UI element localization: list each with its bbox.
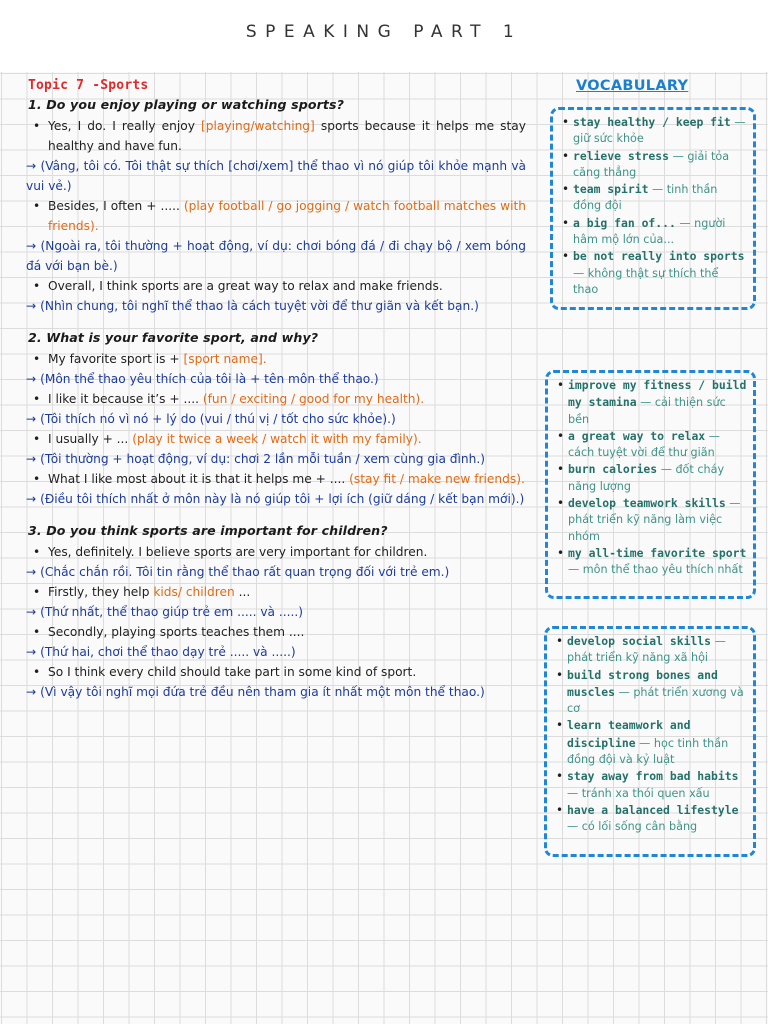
- line-text: → (Điều tôi thích nhất ở môn này là nó giúp tôi + lợi ích (giữ dáng / kết bạn mới).): [26, 492, 525, 506]
- line-text: So I think every child should take part in some kind of sport.: [48, 665, 417, 679]
- line-text: Yes, definitely. I believe sports are very important for children.: [48, 545, 428, 559]
- vocab-term: stay away from bad habits: [567, 769, 739, 784]
- answer-bullet: [26, 469, 526, 489]
- vocab-term: stay healthy / keep fit: [573, 115, 731, 129]
- answer-bullet: [26, 582, 526, 602]
- translation-line: [26, 369, 526, 389]
- vocab-list: [554, 377, 747, 579]
- line-text: Yes, I do. I really enjoy: [48, 119, 202, 133]
- vocab-item: [567, 717, 747, 768]
- vocab-term: build strong bones and muscles: [567, 667, 718, 699]
- section-lines: [26, 116, 526, 316]
- line-text: → (Vì vậy tôi nghĩ mọi đứa trẻ đều nên tham gia ít nhất một môn thể thao.): [26, 685, 485, 699]
- vocab-item: [568, 461, 747, 495]
- vocab-item: [568, 495, 747, 545]
- answer-bullet: [26, 389, 526, 409]
- vocab-item: [567, 768, 747, 802]
- vocab-item: [568, 428, 747, 462]
- answer-bullet: [26, 116, 526, 156]
- vocab-list: [559, 114, 747, 298]
- translation-line: [26, 682, 526, 702]
- vocab-meaning: — đốt cháy năng lượng: [568, 463, 725, 493]
- vocab-term: my all-time favorite sport: [568, 545, 747, 560]
- vocab-term: develop social skills: [567, 634, 712, 648]
- answer-bullet: [26, 662, 526, 682]
- line-text: Besides, I often + .....: [48, 199, 184, 213]
- fill-in-option: (fun / exciting / good for my health).: [202, 392, 425, 406]
- line-text: What I like most about it is that it helps me + ....: [48, 472, 350, 486]
- line-text: → (Chắc chắn rồi. Tôi tin rằng thể thao rất quan trọng đối với trẻ em.): [26, 565, 450, 579]
- line-text: Firstly, they help: [48, 585, 154, 599]
- vocab-meaning: — cải thiện sức bền: [568, 396, 726, 426]
- page-title: SPEAKING PART 1: [245, 22, 523, 42]
- vocab-term: team spirit: [573, 182, 649, 197]
- translation-line: [26, 296, 526, 316]
- vocab-item: [568, 545, 747, 579]
- translation-line: [26, 156, 526, 196]
- vocab-term: a big fan of...: [573, 215, 676, 230]
- vocab-item: [573, 181, 747, 215]
- translation-line: [26, 642, 526, 662]
- vocab-meaning: — học tinh thần đồng đội và kỷ luật: [567, 736, 729, 767]
- section-lines: [26, 542, 526, 702]
- line-text: → (Tôi thích nó vì nó + lý do (vui / thú vị / tốt cho sức khỏe).): [26, 412, 396, 426]
- vocab-meaning: — người hâm mộ lớn của...: [573, 216, 726, 247]
- line-text: sports because it helps me stay healthy and have fun.: [48, 119, 526, 153]
- vocab-meaning: — giải tỏa căng thẳng: [573, 149, 730, 179]
- line-text: → (Nhìn chung, tôi nghĩ thể thao là cách tuyệt vời để thư giãn và kết bạn.): [26, 299, 479, 313]
- translation-line: [26, 489, 526, 509]
- line-text: → (Tôi thường + hoạt động, ví dụ: chơi 2 lần mỗi tuần / xem cùng gia đình.): [26, 452, 485, 466]
- question-1: 1. Do you enjoy playing or watching sports?: [28, 97, 345, 112]
- question-3: 3. Do you think sports are important for children?: [28, 523, 388, 538]
- line-text: I usually + ...: [48, 432, 133, 446]
- section-2: [26, 330, 526, 509]
- fill-in-option: (stay fit / make new friends).: [349, 472, 525, 486]
- vocab-term: develop teamwork skills: [568, 496, 726, 511]
- vocab-meaning: — phát triển xương và cơ: [567, 685, 744, 716]
- section-lines: [26, 349, 526, 509]
- vocab-item: [573, 114, 747, 148]
- fill-in-option: kids/ children: [153, 585, 235, 599]
- answer-bullet: [26, 542, 526, 562]
- vocab-box-2: [545, 370, 756, 599]
- translation-line: [26, 236, 526, 276]
- section-1: [26, 97, 526, 316]
- vocabulary-heading: VOCABULARY: [576, 78, 689, 94]
- vocab-term: have a balanced lifestyle: [567, 802, 739, 817]
- vocab-box-1: [550, 107, 756, 310]
- fill-in-option: [playing/watching]: [201, 119, 315, 133]
- vocab-term: improve my fitness / build my stamina: [568, 378, 747, 410]
- line-text: → (Môn thể thao yêu thích của tôi là + tên môn thể thao.): [26, 372, 379, 386]
- answer-bullet: [26, 196, 526, 236]
- line-text: → (Thứ nhất, thể thao giúp trẻ em ..... và .....): [26, 605, 304, 619]
- vocab-meaning: — tinh thần đồng đội: [573, 183, 718, 213]
- vocab-item: [567, 667, 747, 718]
- fill-in-option: (play football / go jogging / watch football matches with friends).: [48, 199, 526, 233]
- section-3: [26, 523, 526, 702]
- line-text: Overall, I think sports are a great way to relax and make friends.: [48, 279, 443, 293]
- vocab-meaning: — cách tuyệt vời để thư giãn: [568, 429, 720, 460]
- answer-bullet: [26, 622, 526, 642]
- translation-line: [26, 562, 526, 582]
- line-text: My favorite sport is +: [48, 352, 184, 366]
- translation-line: [26, 449, 526, 469]
- vocab-meaning: — có lối sống cân bằng: [567, 820, 698, 834]
- translation-line: [26, 409, 526, 429]
- fill-in-option: (play it twice a week / watch it with my family).: [132, 432, 422, 446]
- vocab-meaning: — không thật sự thích thể thao: [573, 266, 719, 296]
- topic-title: Topic 7 -Sports: [28, 78, 149, 93]
- vocab-meaning: — giữ sức khỏe: [573, 116, 746, 146]
- line-text: ...: [234, 585, 251, 599]
- line-text: → (Ngoài ra, tôi thường + hoạt động, ví dụ: chơi bóng đá / đi chạy bộ / xem bóng đá với bạn bè.): [26, 239, 526, 273]
- translation-line: [26, 602, 526, 622]
- answer-bullet: [26, 349, 526, 369]
- vocab-item: [567, 633, 747, 667]
- vocab-term: burn calories: [568, 462, 658, 477]
- line-text: → (Vâng, tôi có. Tôi thật sự thích [chơi/xem] thể thao vì nó giúp tôi khỏe mạnh và vui vẻ.): [26, 159, 526, 193]
- vocab-item: [567, 802, 747, 836]
- fill-in-option: [sport name].: [183, 352, 267, 366]
- vocab-term: a great way to relax: [568, 428, 706, 443]
- question-2: 2. What is your favorite sport, and why?: [28, 330, 319, 345]
- vocab-meaning: — môn thể thao yêu thích nhất: [568, 563, 743, 577]
- vocab-list: [553, 633, 747, 836]
- main-content: [26, 78, 526, 702]
- vocab-item: [573, 248, 747, 298]
- vocab-meaning: — phát triển kỹ năng xã hội: [567, 635, 726, 665]
- line-text: I like it because it’s + ....: [48, 392, 203, 406]
- vocab-item: [568, 377, 747, 428]
- vocab-meaning: — tránh xa thói quen xấu: [567, 786, 710, 800]
- vocab-term: learn teamwork and discipline: [567, 718, 691, 750]
- line-text: → (Thứ hai, chơi thể thao dạy trẻ ..... và .....): [26, 645, 296, 659]
- vocab-box-3: [544, 626, 756, 857]
- answer-bullet: [26, 429, 526, 449]
- line-text: Secondly, playing sports teaches them ....: [48, 625, 305, 639]
- vocab-term: be not really into sports: [573, 249, 745, 264]
- vocab-meaning: — phát triển kỹ năng làm việc nhóm: [568, 497, 741, 543]
- answer-bullet: [26, 276, 526, 296]
- vocab-item: [573, 148, 747, 182]
- vocab-term: relieve stress: [573, 148, 670, 163]
- vocab-item: [573, 215, 747, 249]
